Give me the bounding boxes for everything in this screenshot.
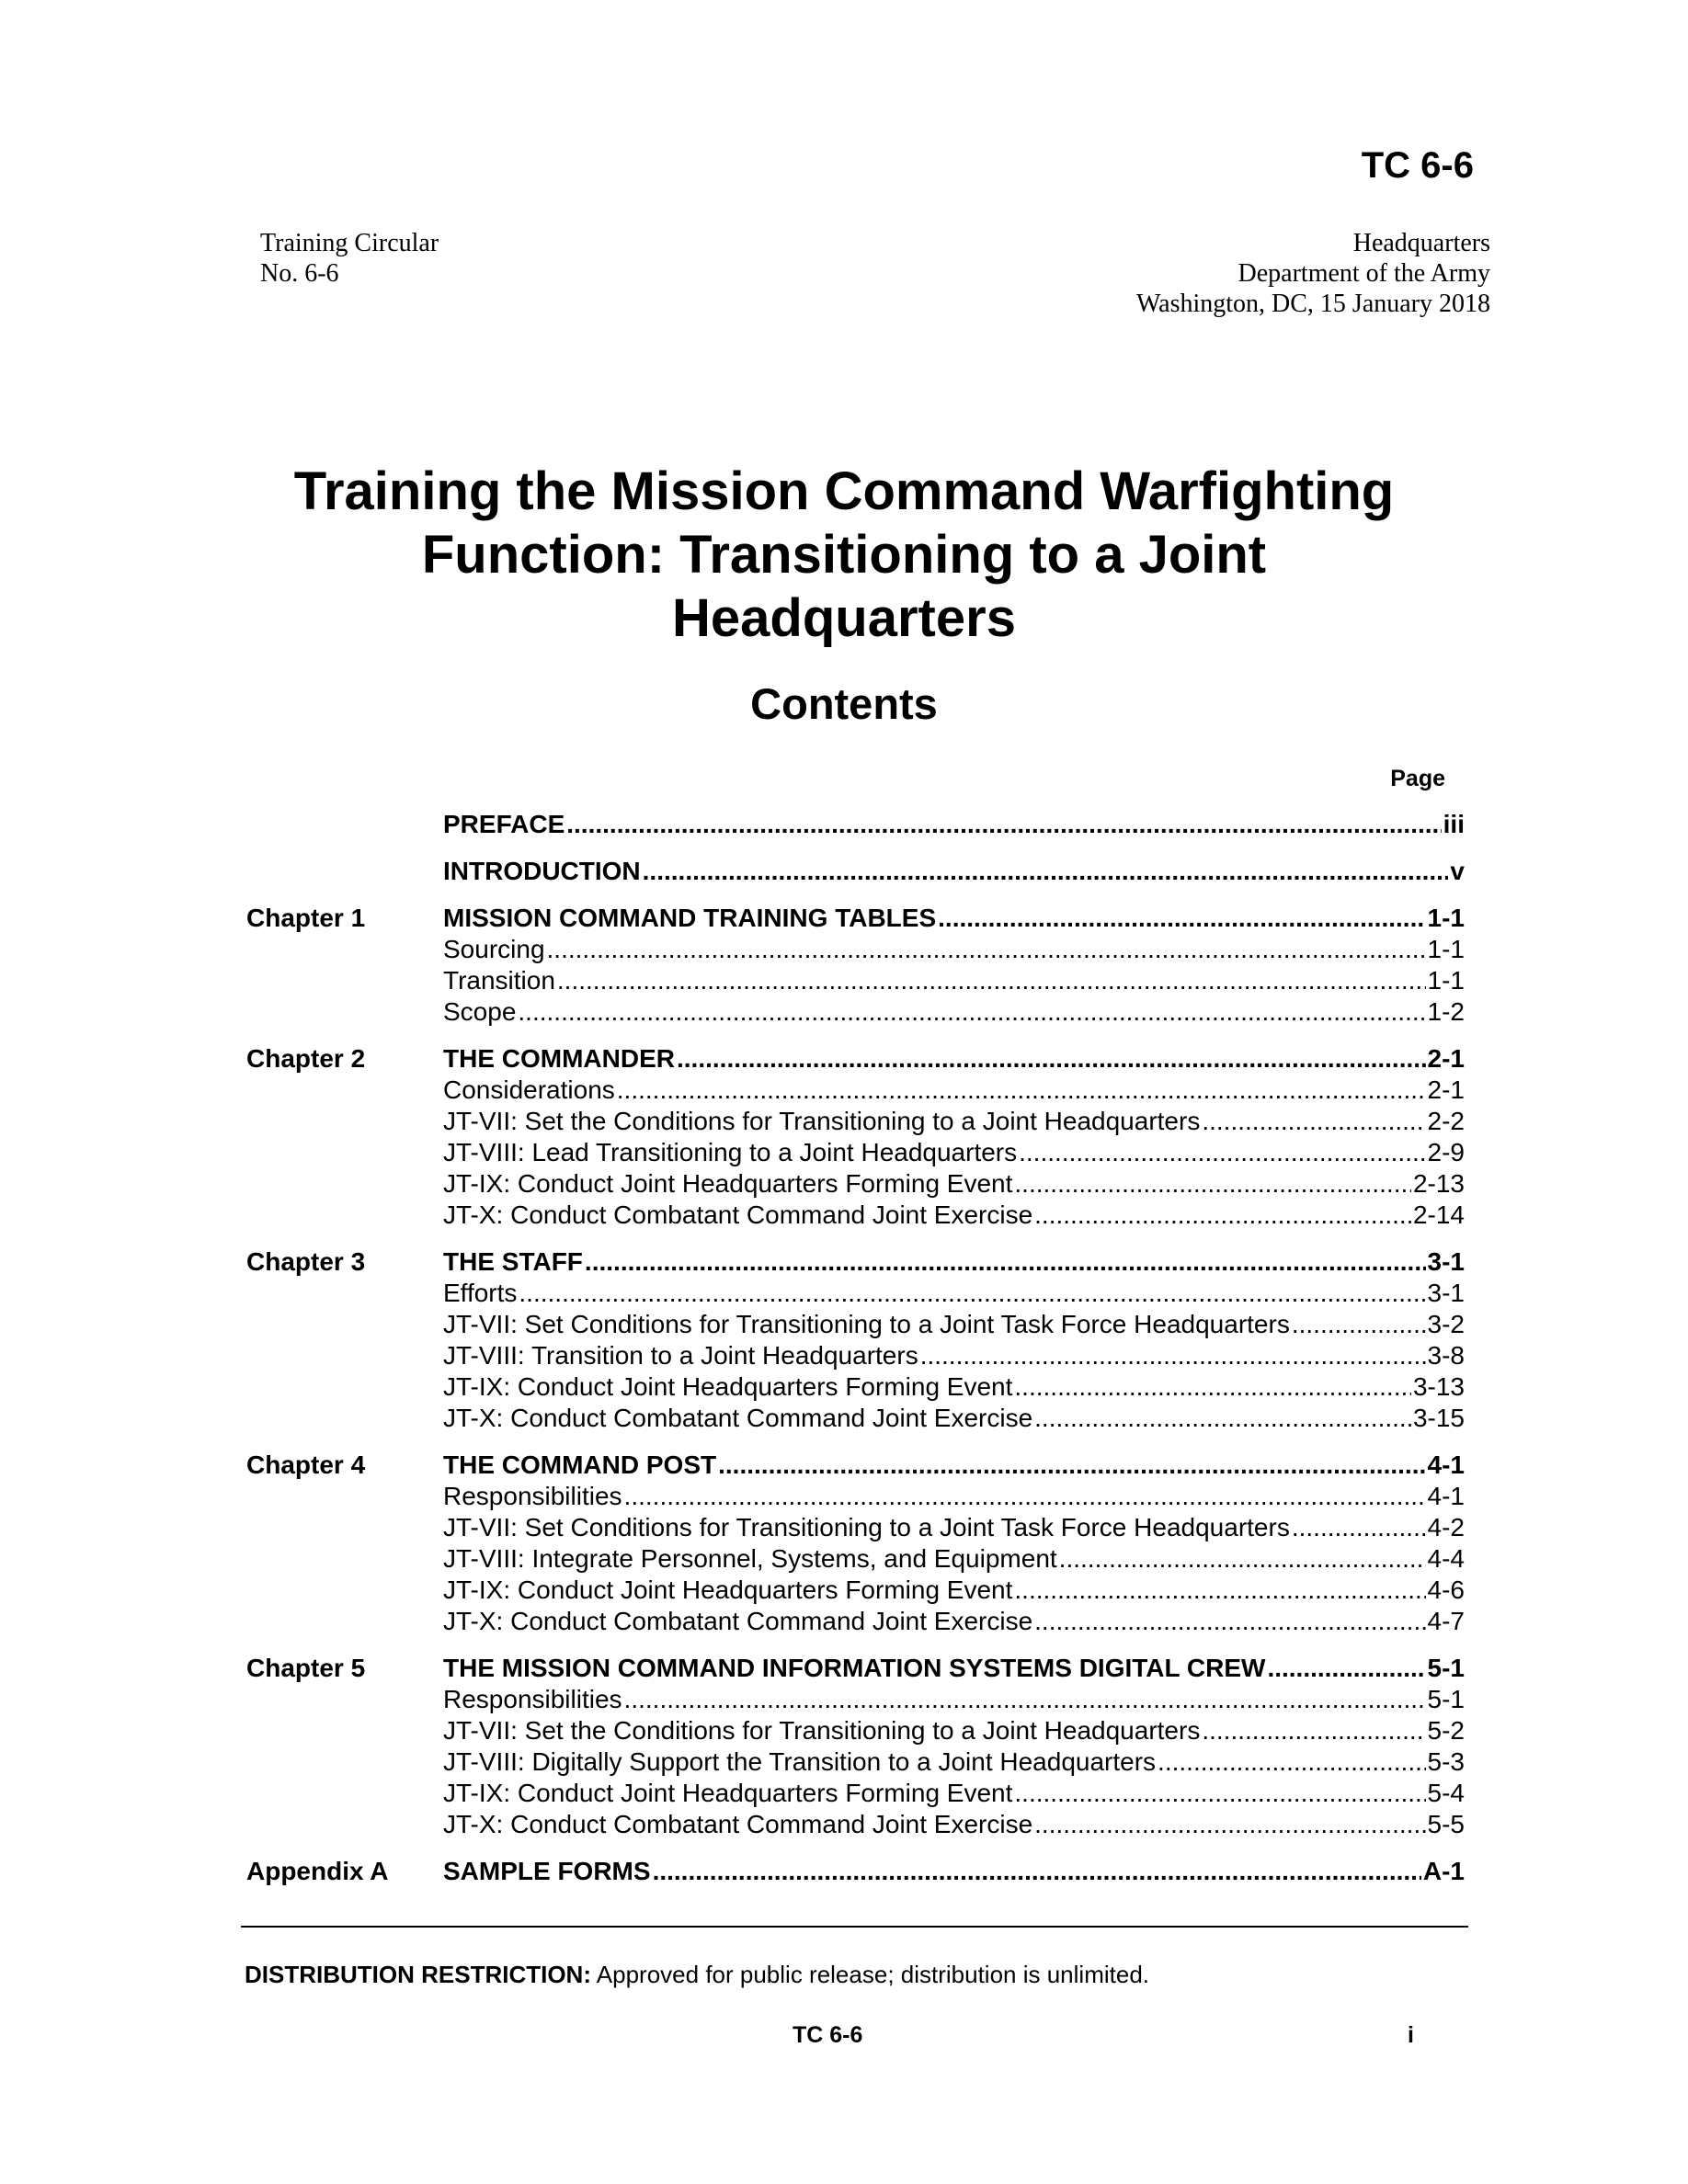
- toc-chapter-label: Chapter 1: [246, 904, 366, 932]
- toc-entry-title: JT-VII: Set Conditions for Transitioning to a Joint Task Force Headquarters: [443, 1513, 1290, 1541]
- toc-entry-page: v: [1450, 857, 1465, 885]
- toc-entry[interactable]: [443, 1746, 1465, 1778]
- toc-entry-page: 5-5: [1427, 1810, 1465, 1838]
- header-right-line: Department of the Army: [1237, 259, 1490, 288]
- dot-leader: [624, 1684, 1426, 1715]
- toc-entry[interactable]: [443, 1168, 1465, 1200]
- toc-entries: [443, 1653, 1465, 1840]
- toc-entry-title: INTRODUCTION: [443, 857, 641, 885]
- toc-entry-page: 2-13: [1412, 1169, 1465, 1198]
- toc-entry-title: THE MISSION COMMAND INFORMATION SYSTEMS DIGITAL CREW: [443, 1654, 1266, 1682]
- toc-entry-title: Considerations: [443, 1075, 615, 1104]
- dot-leader: [1014, 1168, 1411, 1200]
- distribution-label: DISTRIBUTION RESTRICTION:: [245, 1961, 591, 1988]
- toc-heading-entry[interactable]: [443, 903, 1465, 934]
- toc-entry-page: 1-1: [1427, 935, 1465, 963]
- toc-entry[interactable]: [443, 1106, 1465, 1137]
- toc-entries: [443, 856, 1465, 887]
- toc-entry-title: JT-X: Conduct Combatant Command Joint Exercise: [443, 1404, 1033, 1432]
- dot-leader: [566, 809, 1441, 840]
- toc-entry[interactable]: [443, 1684, 1465, 1715]
- title-line: Headquarters: [672, 588, 1016, 648]
- toc-entries: [443, 903, 1465, 1028]
- toc-entry-page: 5-2: [1427, 1716, 1465, 1745]
- dot-leader: [1202, 1715, 1425, 1746]
- toc-entry[interactable]: [443, 1309, 1465, 1340]
- divider: [241, 1926, 1468, 1928]
- toc-entry-page: 3-15: [1412, 1404, 1465, 1432]
- footer-document-id: TC 6-6: [793, 2022, 863, 2048]
- toc-entry[interactable]: [443, 934, 1465, 965]
- dot-leader: [1014, 1575, 1425, 1606]
- toc-entry-page: 2-14: [1412, 1200, 1465, 1229]
- toc-entry-title: JT-VIII: Digitally Support the Transition to a Joint Headquarters: [443, 1747, 1157, 1776]
- toc-group: [246, 1246, 1465, 1434]
- toc-entry[interactable]: [443, 1278, 1465, 1309]
- toc-entry-title: Scope: [443, 997, 517, 1026]
- toc-entry[interactable]: [443, 1340, 1465, 1371]
- dot-leader: [585, 1246, 1426, 1278]
- toc-entry-page: 2-2: [1427, 1107, 1465, 1135]
- toc-entry[interactable]: [443, 1512, 1465, 1543]
- toc-entry-page: 4-7: [1427, 1607, 1465, 1635]
- toc-entry[interactable]: [443, 1075, 1465, 1106]
- toc-heading-entry[interactable]: [443, 856, 1465, 887]
- toc-chapter-label: Chapter 2: [246, 1044, 366, 1073]
- dot-leader: [1034, 1403, 1411, 1434]
- header-left-line: No. 6-6: [260, 259, 339, 288]
- toc-heading-entry[interactable]: [443, 1856, 1465, 1887]
- toc-entries: [443, 1043, 1465, 1231]
- toc-entry-page: iii: [1443, 810, 1465, 838]
- dot-leader: [1014, 1778, 1425, 1809]
- toc-entry-page: 3-8: [1427, 1341, 1465, 1370]
- dot-leader: [547, 934, 1426, 965]
- toc-entry-title: JT-X: Conduct Combatant Command Joint Exercise: [443, 1810, 1033, 1838]
- dot-leader: [1267, 1653, 1425, 1684]
- toc-entry-title: MISSION COMMAND TRAINING TABLES: [443, 904, 937, 932]
- toc-chapter-label: Chapter 4: [246, 1450, 366, 1479]
- dot-leader: [1034, 1200, 1411, 1231]
- toc-entry-page: 2-1: [1427, 1075, 1465, 1104]
- header-right-line: Washington, DC, 15 January 2018: [1135, 290, 1490, 318]
- toc-entry[interactable]: [443, 1543, 1465, 1575]
- toc-entry-page: 2-1: [1427, 1044, 1465, 1073]
- toc-entry-page: 3-1: [1427, 1279, 1465, 1307]
- toc-entry[interactable]: [443, 996, 1465, 1028]
- toc-entry-title: JT-X: Conduct Combatant Command Joint Exercise: [443, 1607, 1033, 1635]
- dot-leader: [677, 1043, 1426, 1075]
- dot-leader: [624, 1481, 1426, 1512]
- toc-entry[interactable]: [443, 1137, 1465, 1168]
- toc-entry-page: 1-2: [1427, 997, 1465, 1026]
- toc-entry-page: 4-2: [1427, 1513, 1465, 1541]
- distribution-text: Approved for public release; distribution is unlimited.: [596, 1961, 1149, 1988]
- toc-entry[interactable]: [443, 1200, 1465, 1231]
- toc-entry-page: 3-2: [1427, 1310, 1465, 1338]
- page-column-label: Page: [1390, 766, 1445, 791]
- dot-leader: [1034, 1606, 1425, 1637]
- footer-page-number: i: [1408, 2022, 1414, 2048]
- dot-leader: [718, 1450, 1425, 1481]
- dot-leader: [518, 996, 1425, 1028]
- toc-entry-title: PREFACE: [443, 810, 565, 838]
- toc-entry[interactable]: [443, 1809, 1465, 1840]
- toc-heading-entry[interactable]: [443, 1450, 1465, 1481]
- toc-entry-page: 5-1: [1427, 1654, 1465, 1682]
- toc-group: [246, 1653, 1465, 1840]
- toc-entry[interactable]: [443, 1481, 1465, 1512]
- toc-chapter-label: Appendix A: [246, 1857, 389, 1885]
- dot-leader: [1034, 1809, 1425, 1840]
- toc-entry-page: 3-1: [1427, 1247, 1465, 1276]
- toc-entry-page: 5-4: [1427, 1779, 1465, 1807]
- toc-group: [246, 1450, 1465, 1637]
- toc-chapter-label: [246, 856, 443, 887]
- toc-entry-page: 2-9: [1427, 1138, 1465, 1166]
- toc-entry-title: JT-VII: Set Conditions for Transitioning to a Joint Task Force Headquarters: [443, 1310, 1290, 1338]
- toc-group: [246, 1856, 1465, 1887]
- dot-leader: [643, 856, 1449, 887]
- dot-leader: [938, 903, 1425, 934]
- toc-group: [246, 809, 1465, 840]
- toc-entry-title: JT-IX: Conduct Joint Headquarters Forming Event: [443, 1169, 1013, 1198]
- toc-entry-title: SAMPLE FORMS: [443, 1857, 651, 1885]
- toc-entries: [443, 1856, 1465, 1887]
- header-right-line: Headquarters: [1352, 229, 1490, 257]
- toc-group: [246, 856, 1465, 887]
- dot-leader: [1158, 1746, 1425, 1778]
- contents-heading: Contents: [750, 679, 938, 728]
- header-left-line: Training Circular: [260, 229, 439, 257]
- toc-entries: [443, 1246, 1465, 1434]
- toc-entries: [443, 1450, 1465, 1637]
- toc-entry[interactable]: [443, 1778, 1465, 1809]
- dot-leader: [617, 1075, 1426, 1106]
- toc-entry-page: 5-1: [1427, 1685, 1465, 1713]
- toc-entries: [443, 809, 1465, 840]
- dot-leader: [653, 1856, 1421, 1887]
- dot-leader: [1292, 1309, 1426, 1340]
- toc-entry-page: A-1: [1422, 1857, 1465, 1885]
- header-right: [1136, 228, 1490, 319]
- toc-entry-title: JT-VII: Set the Conditions for Transitioning to a Joint Headquarters: [443, 1716, 1201, 1745]
- distribution-restriction: [245, 1961, 1149, 1989]
- toc-entry-title: JT-VII: Set the Conditions for Transitioning to a Joint Headquarters: [443, 1107, 1201, 1135]
- toc-entry-page: 4-4: [1427, 1544, 1465, 1573]
- toc-entry[interactable]: [443, 1403, 1465, 1434]
- document-title: [0, 460, 1688, 650]
- title-line: Function: Transitioning to a Joint: [421, 525, 1267, 585]
- toc-entry-page: 4-6: [1427, 1575, 1465, 1604]
- toc-entry-title: Responsibilities: [443, 1482, 622, 1510]
- toc-entry[interactable]: [443, 965, 1465, 996]
- toc-entry-title: JT-VIII: Lead Transitioning to a Joint Headquarters: [443, 1138, 1018, 1166]
- toc-heading-entry[interactable]: [443, 1043, 1465, 1075]
- toc-entry[interactable]: [443, 1575, 1465, 1606]
- toc-entry-title: Sourcing: [443, 935, 545, 963]
- dot-leader: [1014, 1371, 1411, 1403]
- toc-entry-title: JT-IX: Conduct Joint Headquarters Forming Event: [443, 1779, 1013, 1807]
- toc-entry-title: THE COMMAND POST: [443, 1450, 717, 1479]
- header-left: [260, 228, 439, 289]
- toc-entry[interactable]: [443, 1371, 1465, 1403]
- toc-entry-title: Responsibilities: [443, 1685, 622, 1713]
- toc-entry-title: JT-X: Conduct Combatant Command Joint Exercise: [443, 1200, 1033, 1229]
- title-line: Training the Mission Command Warfighting: [293, 461, 1395, 521]
- toc-entry-page: 4-1: [1427, 1450, 1465, 1479]
- toc-entry-page: 1-1: [1427, 966, 1465, 995]
- toc-chapter-label: Chapter 5: [246, 1654, 366, 1682]
- dot-leader: [1059, 1543, 1426, 1575]
- toc-entry-title: JT-VIII: Integrate Personnel, Systems, and Equipment: [443, 1544, 1057, 1573]
- toc-entry[interactable]: [443, 1715, 1465, 1746]
- toc-entry-title: JT-IX: Conduct Joint Headquarters Forming Event: [443, 1575, 1013, 1604]
- toc-heading-entry[interactable]: [443, 809, 1465, 840]
- document-id: TC 6-6: [1361, 145, 1474, 186]
- toc-entry-title: THE COMMANDER: [443, 1044, 675, 1073]
- dot-leader: [1292, 1512, 1426, 1543]
- toc-entry-page: 3-13: [1412, 1372, 1465, 1401]
- toc-entry-page: 1-1: [1427, 904, 1465, 932]
- toc-entry-page: 5-3: [1427, 1747, 1465, 1776]
- toc-entry-title: JT-VIII: Transition to a Joint Headquarters: [443, 1341, 918, 1370]
- toc-entry[interactable]: [443, 1606, 1465, 1637]
- toc-entry-title: THE STAFF: [443, 1247, 583, 1276]
- toc-chapter-label: Chapter 3: [246, 1247, 366, 1276]
- dot-leader: [1019, 1137, 1425, 1168]
- toc-group: [246, 903, 1465, 1028]
- dot-leader: [920, 1340, 1426, 1371]
- toc-heading-entry[interactable]: [443, 1246, 1465, 1278]
- toc-group: [246, 1043, 1465, 1231]
- dot-leader: [1202, 1106, 1425, 1137]
- dot-leader: [519, 1278, 1425, 1309]
- toc-entry-title: Efforts: [443, 1279, 518, 1307]
- toc-entry-page: 4-1: [1427, 1482, 1465, 1510]
- toc-chapter-label: [246, 809, 443, 840]
- dot-leader: [557, 965, 1426, 996]
- table-of-contents: [246, 809, 1465, 1903]
- toc-entry-title: Transition: [443, 966, 555, 995]
- toc-entry-title: JT-IX: Conduct Joint Headquarters Forming Event: [443, 1372, 1013, 1401]
- toc-heading-entry[interactable]: [443, 1653, 1465, 1684]
